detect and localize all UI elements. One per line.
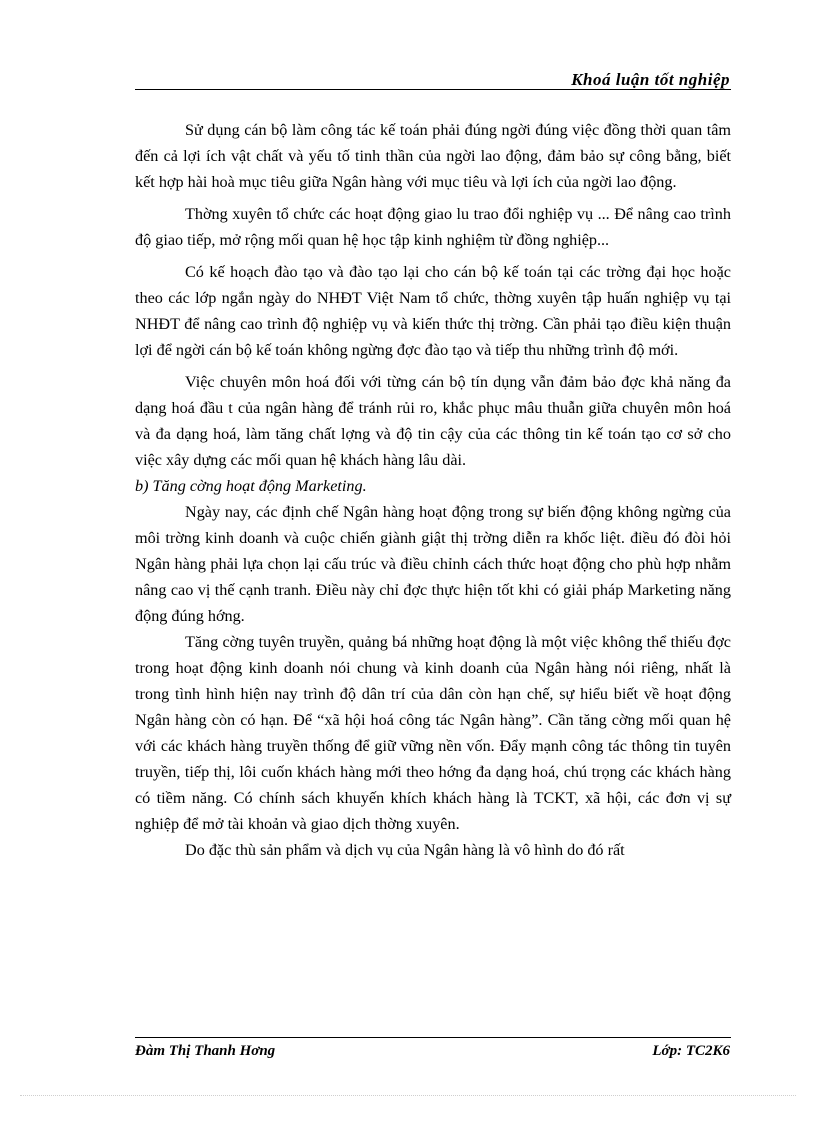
paragraph-service-specifics: Do đặc thù sản phẩm và dịch vụ của Ngân hàng là vô hình do đó rất bbox=[185, 841, 625, 859]
paragraph-promotion: Tăng cờng tuyên truyền, quảng bá những hoạt động là một việc không thể thiếu đợc trong hoạt động kinh doanh nói chung và kinh doanh của Ngân hàng nói riêng, nhất là trong tình hình hiện nay trình độ dân trí của dân còn hạn chế, sự hiểu biết về hoạt động Ngân hàng còn có hạn. Để “xã hội hoá công tác Ngân hàng”. Cần tăng cờng mối quan hệ với các khách hàng truyền thống để giữ vững nền vốn. Đẩy mạnh công tác thông tin tuyên truyền, tiếp thị, lôi cuốn khách hàng mới theo hớng đa dạng hoá, chú trọng các khách hàng có tiềm năng. Có chính sách khuyến khích khách hàng là TCKT, xã hội, các đơn vị sự nghiệp để mở tài khoản và giao dịch thờng xuyên. bbox=[135, 633, 731, 833]
paragraph-exchange-activities: Thờng xuyên tổ chức các hoạt động giao lu trao đổi nghiệp vụ ... Để nâng cao trình độ giao tiếp, mở rộng mối quan hệ học tập kinh nghiệm từ đồng nghiệp... bbox=[135, 205, 731, 249]
footer-author: Đàm Thị Thanh Hơng bbox=[135, 1043, 276, 1059]
header-divider bbox=[135, 89, 731, 90]
section-heading-marketing: b) Tăng cờng hoạt động Marketing. bbox=[135, 477, 367, 495]
paragraph-market-competition: Ngày nay, các định chế Ngân hàng hoạt động trong sự biến động không ngừng của môi trờng kinh doanh và cuộc chiến giành giật thị trờng diễn ra khốc liệt. điều đó đòi hỏi Ngân hàng phải lựa chọn lại cấu trúc và điều chỉnh cách thức hoạt động cho phù hợp nhằm nâng cao vị thế cạnh tranh. Điều này chỉ đợc thực hiện tốt khi có giải pháp Marketing năng động đúng hớng. bbox=[135, 503, 731, 625]
footer-divider bbox=[135, 1037, 731, 1038]
running-header-title: Khoá luận tốt nghiệp bbox=[571, 70, 730, 89]
footer-class: Lớp: TC2K6 bbox=[652, 1043, 730, 1059]
paragraph-training-plan: Có kế hoạch đào tạo và đào tạo lại cho cán bộ kế toán tại các trờng đại học hoặc theo các lớp ngắn ngày do NHĐT Việt Nam tổ chức, thờng xuyên tập huấn nghiệp vụ tại NHĐT để nâng cao trình độ nghiệp vụ và kiến thức thị trờng. Cần phải tạo điều kiện thuận lợi để ngời cán bộ kế toán không ngừng đợc đào tạo và tiếp thu những trình độ mới. bbox=[135, 263, 731, 359]
paragraph-specialization: Việc chuyên môn hoá đối với từng cán bộ tín dụng vẫn đảm bảo đợc khả năng đa dạng hoá đầu t của ngân hàng để tránh rủi ro, khắc phục mâu thuẫn giữa chuyên môn hoá và đa dạng hoá, làm tăng chất lợng và độ tin cậy của các thông tin kế toán tạo cơ sở cho việc xây dựng các mối quan hệ khách hàng lâu dài. bbox=[135, 373, 731, 469]
page-body bbox=[135, 117, 731, 869]
paragraph-staff-usage: Sử dụng cán bộ làm công tác kế toán phải đúng ngời đúng việc đồng thời quan tâm đến cả lợi ích vật chất và yếu tố tinh thần của ngời lao động, đảm bảo sự công bằng, biết kết hợp hài hoà mục tiêu giữa Ngân hàng với mục tiêu và lợi ích của ngời lao động. bbox=[135, 121, 731, 191]
page-boundary-line bbox=[20, 1095, 796, 1096]
